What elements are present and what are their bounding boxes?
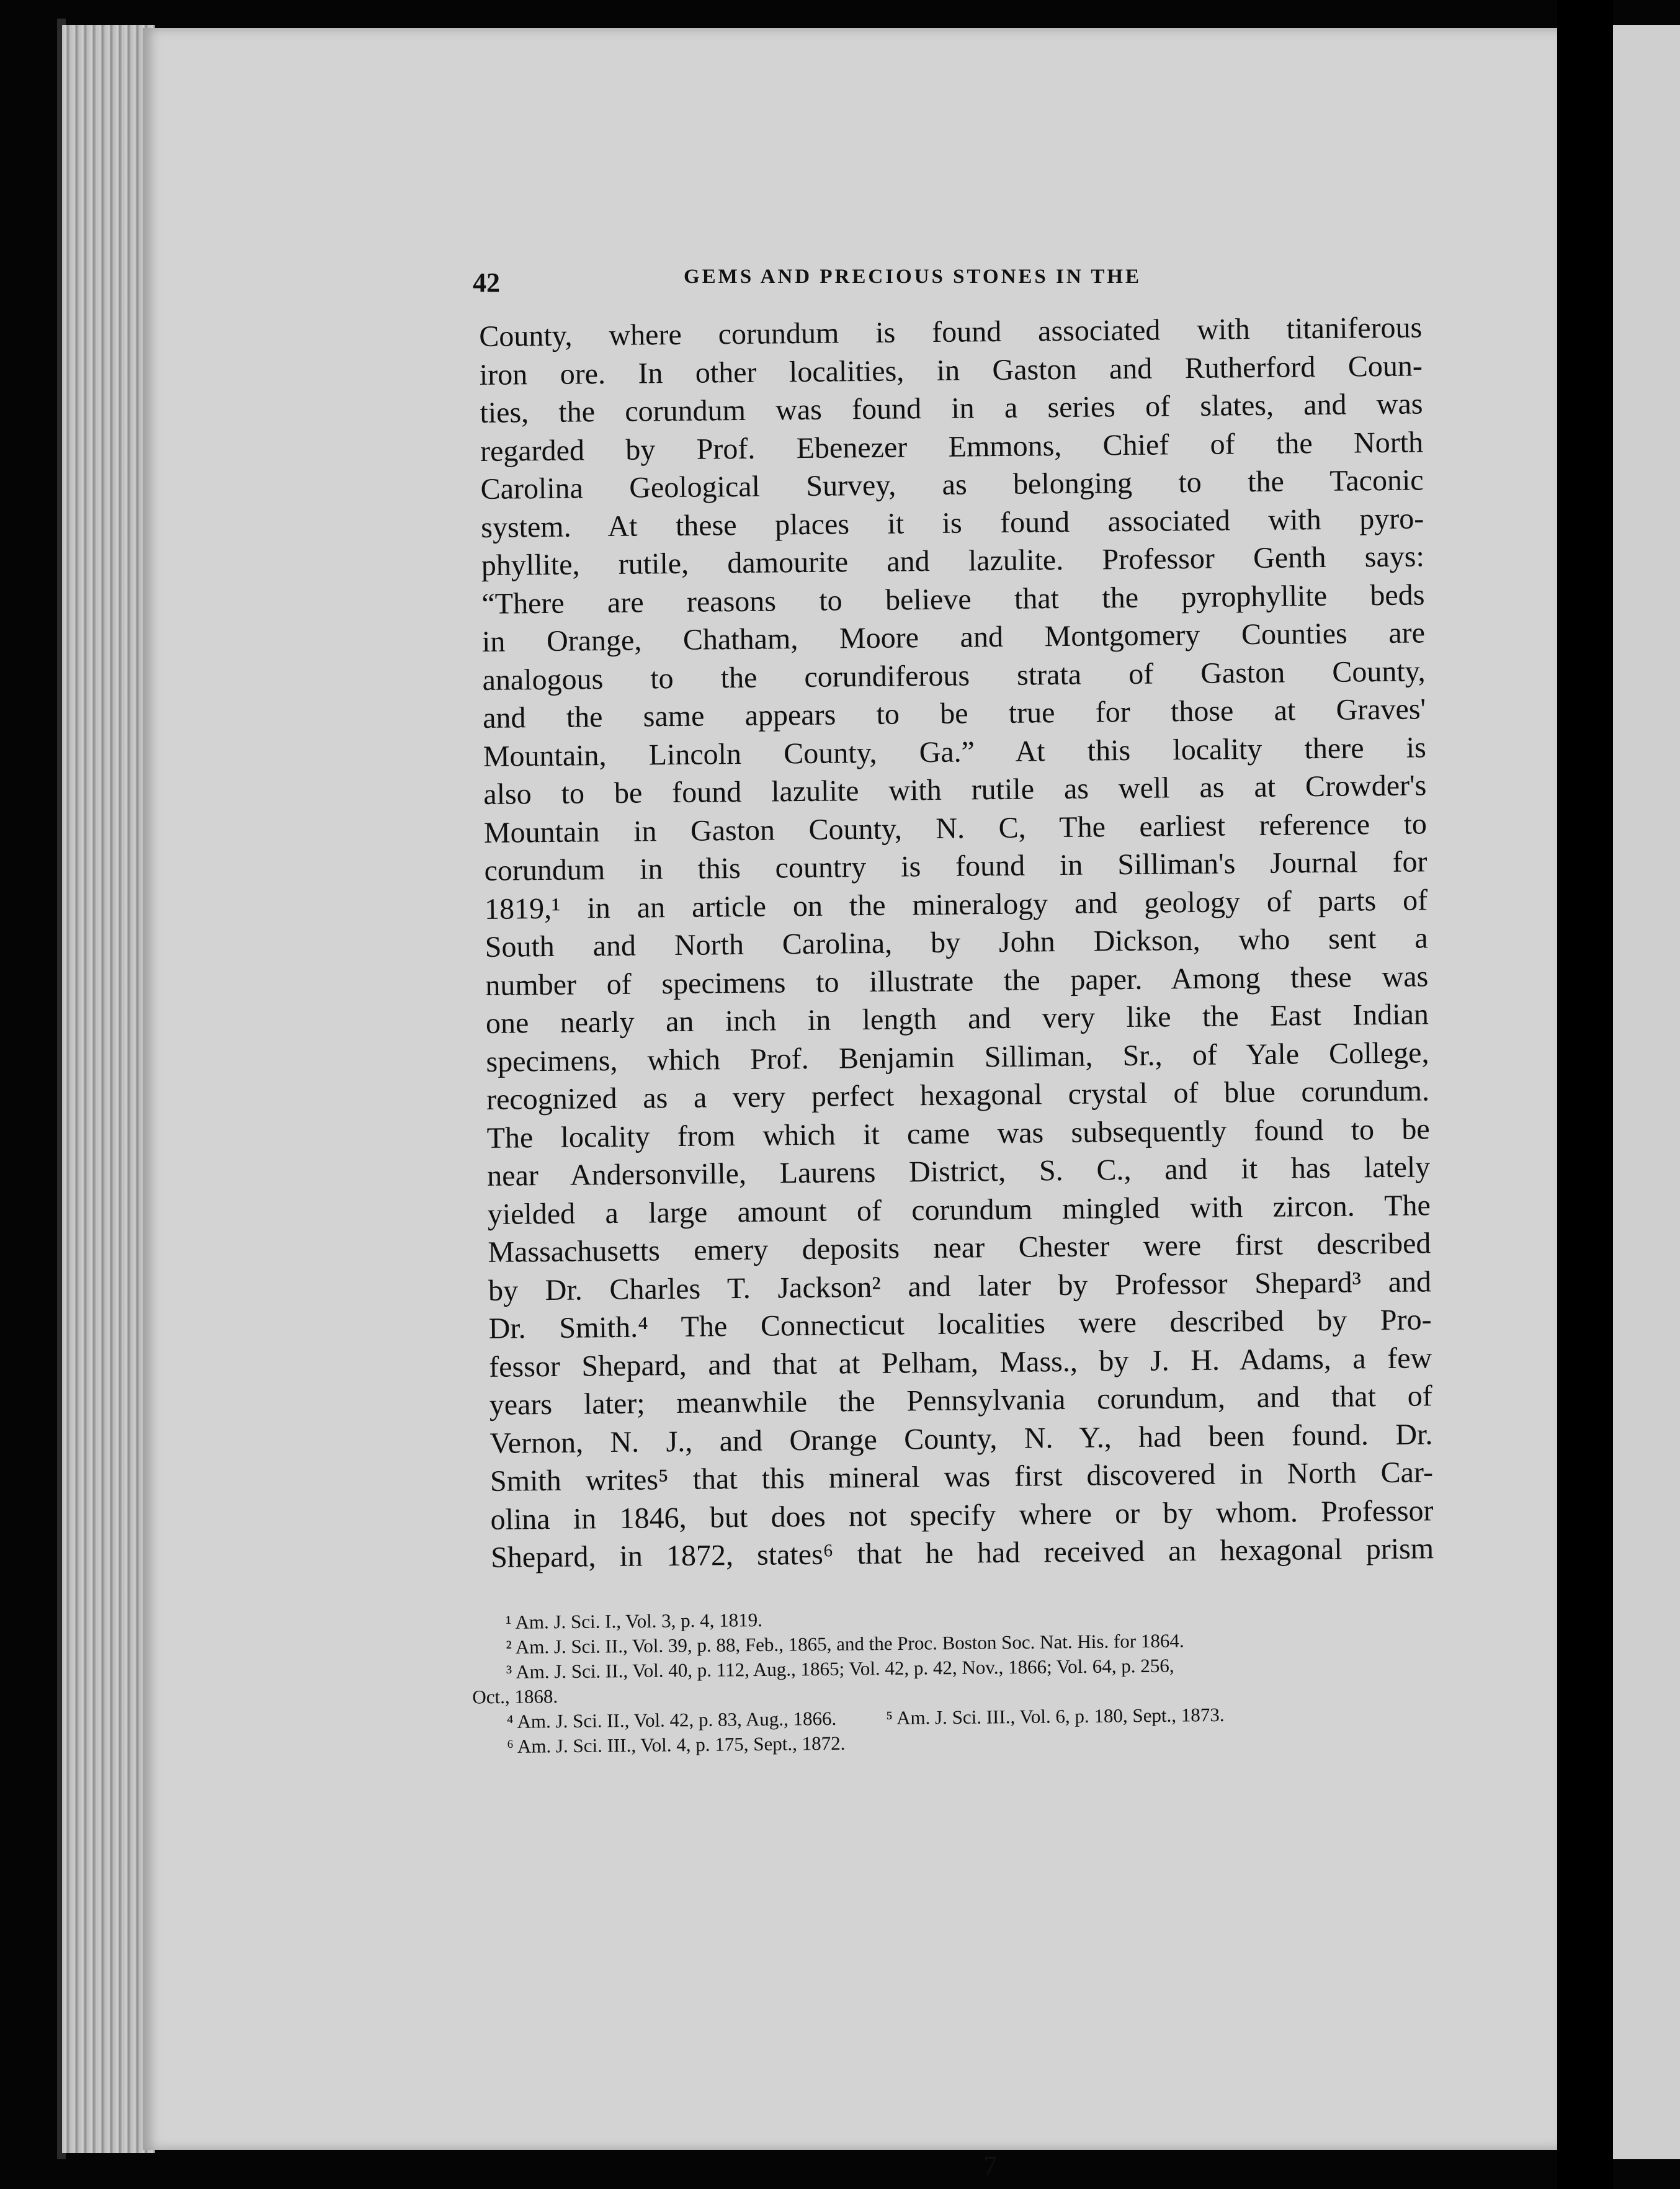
- body-line: years later; meanwhile the Pennsylvania corundum, and that of: [489, 1379, 1433, 1421]
- body-line: and the same appears to be true for those at Graves': [482, 692, 1426, 735]
- body-line: analogous to the corundiferous strata of Gaston County,: [482, 654, 1426, 697]
- footnote-3-continuation: Oct., 1868.: [472, 1685, 558, 1708]
- body-line: specimens, which Prof. Benjamin Silliman, Sr., of Yale College,: [486, 1036, 1429, 1078]
- footnote-4: ⁴ Am. J. Sci. II., Vol. 42, p. 83, Aug., 1866.: [506, 1707, 837, 1732]
- page-header: [473, 261, 1422, 304]
- body-line: 1819,¹ in an article on the mineralogy and geology of parts of: [484, 883, 1428, 926]
- body-line: olina in 1846, but does not specify where or by whom. Professor: [490, 1493, 1434, 1536]
- footnote-3: ³ Am. J. Sci. II., Vol. 40, p. 112, Aug., 1865; Vol. 42, p. 42, Nov., 1866; Vol. 64, p. 256,: [506, 1654, 1174, 1683]
- stacked-page-edges: [62, 25, 155, 2153]
- body-line: corundum in this country is found in Silliman's Journal for: [484, 845, 1428, 887]
- body-line: regarded by Prof. Ebenezer Emmons, Chief of the North: [480, 425, 1424, 468]
- body-line: The locality from which it came was subsequently found to be: [486, 1112, 1430, 1155]
- body-line: Shepard, in 1872, states⁶ that he had received an hexagonal prism: [490, 1532, 1434, 1574]
- body-line: phyllite, rutile, damourite and lazulite. Professor Genth says:: [481, 540, 1425, 582]
- body-line: Mountain in Gaston County, N. C, The earliest reference to: [483, 807, 1428, 849]
- page-number: 42: [473, 267, 500, 298]
- body-line: Smith writes⁵ that this mineral was first discovered in North Car-: [489, 1456, 1434, 1498]
- body-text: [479, 308, 1434, 1577]
- footnote-1: ¹ Am. J. Sci. I., Vol. 3, p. 4, 1819.: [506, 1609, 763, 1633]
- book-gutter: [1557, 0, 1613, 2189]
- body-line: “There are reasons to believe that the pyrophyllite beds: [481, 578, 1425, 620]
- body-line: near Andersonville, Laurens District, S. C., and it has lately: [487, 1150, 1431, 1193]
- body-line: Carolina Geological Survey, as belonging to the Taconic: [480, 463, 1424, 506]
- body-line: Mountain, Lincoln County, Ga.” At this locality there is: [483, 730, 1426, 773]
- body-line: recognized as a very perfect hexagonal crystal of blue corundum.: [486, 1074, 1430, 1116]
- body-line: yielded a large amount of corundum mingled with zircon. The: [487, 1188, 1431, 1231]
- body-line: number of specimens to illustrate the paper. Among these was: [485, 959, 1429, 1002]
- body-line: ties, the corundum was found in a series of slates, and was: [480, 387, 1423, 429]
- footnote-2: ² Am. J. Sci. II., Vol. 39, p. 88, Feb., 1865, and the Proc. Boston Soc. Nat. His. for 1864.: [506, 1629, 1184, 1658]
- running-head: GEMS AND PRECIOUS STONES IN THE: [684, 266, 1142, 288]
- body-line: also to be found lazulite with rutile as well as at Crowder's: [483, 769, 1427, 811]
- body-line: system. At these places it is found associated with pyro-: [480, 501, 1424, 544]
- body-line: County, where corundum is found associated with titaniferous: [479, 311, 1423, 353]
- body-line: Vernon, N. J., and Orange County, N. Y., had been found. Dr.: [489, 1417, 1433, 1460]
- body-line: Massachusetts emery deposits near Chester were first described: [488, 1227, 1431, 1269]
- facing-page-edge: [1613, 25, 1680, 2159]
- footnote-6: ⁶ Am. J. Sci. III., Vol. 4, p. 175, Sept., 1872.: [506, 1732, 846, 1757]
- body-line: in Orange, Chatham, Moore and Montgomery Counties are: [481, 616, 1426, 658]
- body-line: fessor Shepard, and that at Pelham, Mass., by J. H. Adams, a few: [488, 1341, 1432, 1384]
- body-line: Dr. Smith.⁴ The Connecticut localities were described by Pro-: [488, 1303, 1432, 1345]
- footnotes: [472, 1601, 1425, 1759]
- body-line: iron ore. In other localities, in Gaston and Rutherford Coun-: [479, 349, 1423, 392]
- body-line: South and North Carolina, by John Dickson, who sent a: [485, 921, 1428, 964]
- body-line: one nearly an inch in length and very like the East Indian: [485, 998, 1429, 1040]
- bottom-pencil-mark: 7: [983, 2151, 997, 2181]
- body-line: by Dr. Charles T. Jackson² and later by Professor Shepard³ and: [488, 1265, 1432, 1307]
- footnote-5: ⁵ Am. J. Sci. III., Vol. 6, p. 180, Sept., 1873.: [886, 1703, 1225, 1729]
